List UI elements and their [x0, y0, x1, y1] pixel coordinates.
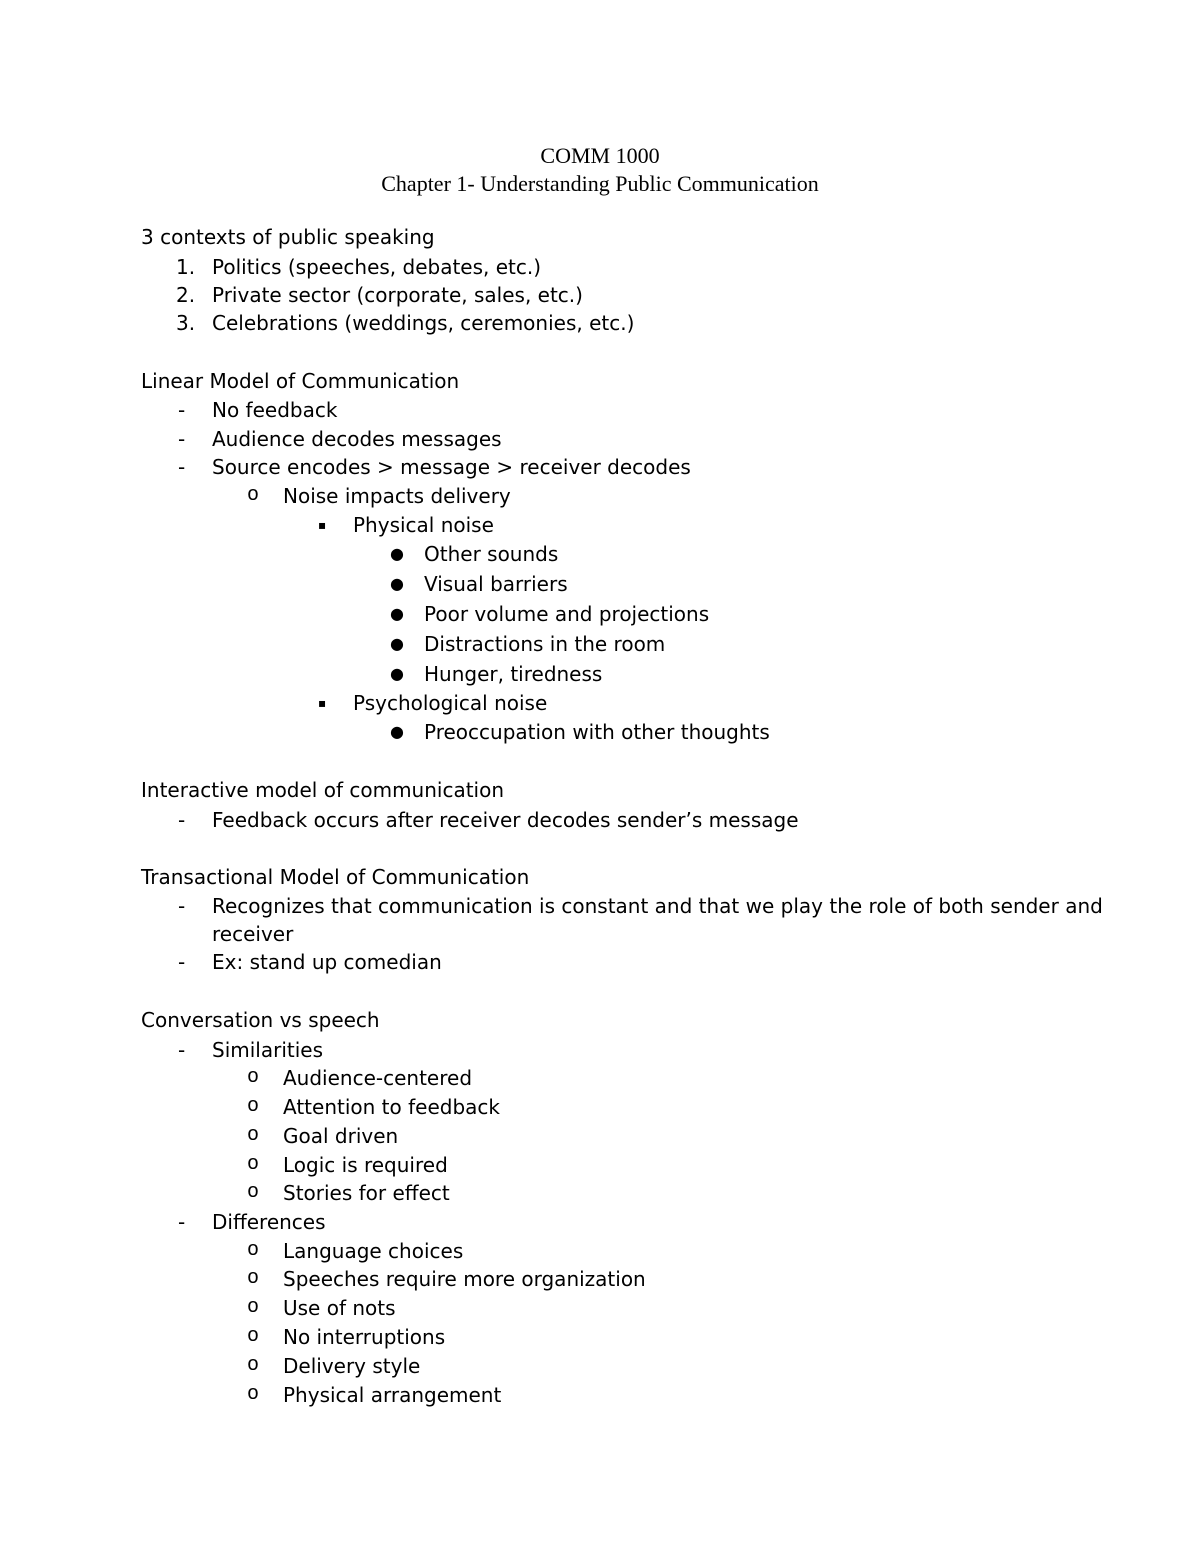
square-bullet: ▪: [318, 696, 327, 710]
circle-bullet: o: [247, 1153, 260, 1176]
list-item: Delivery style: [283, 1354, 421, 1378]
section-heading-conversation: Conversation vs speech: [141, 1008, 380, 1032]
list-item: Politics (speeches, debates, etc.): [212, 255, 542, 279]
list-item: Speeches require more organization: [283, 1267, 646, 1291]
section-heading-linear: Linear Model of Communication: [141, 369, 460, 393]
circle-bullet: o: [247, 1354, 260, 1377]
section-heading-contexts: 3 contexts of public speaking: [141, 225, 435, 249]
section-heading-transactional: Transactional Model of Communication: [141, 865, 530, 889]
list-item: Visual barriers: [424, 572, 568, 596]
list-number: 1.: [176, 255, 196, 279]
dot-bullet: ●: [390, 574, 404, 593]
circle-bullet: o: [247, 1181, 260, 1204]
dot-bullet: ●: [390, 544, 404, 563]
section-heading-interactive: Interactive model of communication: [141, 778, 505, 802]
circle-bullet: o: [247, 1095, 260, 1118]
circle-bullet: o: [247, 1124, 260, 1147]
list-item-continuation: receiver: [212, 922, 294, 946]
list-item: Source encodes > message > receiver decodes: [212, 455, 691, 479]
list-item: Poor volume and projections: [424, 602, 710, 626]
list-item: Attention to feedback: [283, 1095, 500, 1119]
list-item: Feedback occurs after receiver decodes sender’s message: [212, 808, 799, 832]
dash-bullet: -: [178, 398, 186, 422]
list-item: Goal driven: [283, 1124, 399, 1148]
circle-bullet: o: [247, 1267, 260, 1290]
circle-bullet: o: [247, 1296, 260, 1319]
list-item: Psychological noise: [353, 691, 548, 715]
list-number: 3.: [176, 311, 196, 335]
dot-bullet: ●: [390, 604, 404, 623]
list-item: Private sector (corporate, sales, etc.): [212, 283, 583, 307]
list-item: Language choices: [283, 1239, 464, 1263]
list-item: Hunger, tiredness: [424, 662, 603, 686]
list-item: Use of nots: [283, 1296, 396, 1320]
dot-bullet: ●: [390, 664, 404, 683]
dash-bullet: -: [178, 455, 186, 479]
list-item: Distractions in the room: [424, 632, 666, 656]
list-item: Ex: stand up comedian: [212, 950, 442, 974]
list-item: Audience-centered: [283, 1066, 473, 1090]
square-bullet: ▪: [318, 518, 327, 532]
list-item: Celebrations (weddings, ceremonies, etc.): [212, 311, 635, 335]
dot-bullet: ●: [390, 634, 404, 653]
course-title: COMM 1000: [540, 143, 660, 168]
list-item: Physical arrangement: [283, 1383, 502, 1407]
dot-bullet: ●: [390, 722, 404, 741]
list-item: Noise impacts delivery: [283, 484, 511, 508]
circle-bullet: o: [247, 1383, 260, 1406]
list-item: Other sounds: [424, 542, 559, 566]
list-number: 2.: [176, 283, 196, 307]
dash-bullet: -: [178, 894, 186, 918]
circle-bullet: o: [247, 1325, 260, 1348]
list-item: Audience decodes messages: [212, 427, 502, 451]
chapter-title: Chapter 1- Understanding Public Communication: [381, 171, 819, 196]
list-item: Differences: [212, 1210, 326, 1234]
circle-bullet: o: [247, 484, 260, 507]
list-item: No feedback: [212, 398, 338, 422]
dash-bullet: -: [178, 950, 186, 974]
list-item: Recognizes that communication is constant and that we play the role of both sender and: [212, 894, 1103, 918]
dash-bullet: -: [178, 1210, 186, 1234]
circle-bullet: o: [247, 1066, 260, 1089]
dash-bullet: -: [178, 1038, 186, 1062]
list-item: Stories for effect: [283, 1181, 450, 1205]
dash-bullet: -: [178, 808, 186, 832]
dash-bullet: -: [178, 427, 186, 451]
list-item: No interruptions: [283, 1325, 446, 1349]
circle-bullet: o: [247, 1239, 260, 1262]
list-item: Preoccupation with other thoughts: [424, 720, 770, 744]
list-item: Physical noise: [353, 513, 494, 537]
list-item: Logic is required: [283, 1153, 448, 1177]
list-item: Similarities: [212, 1038, 324, 1062]
